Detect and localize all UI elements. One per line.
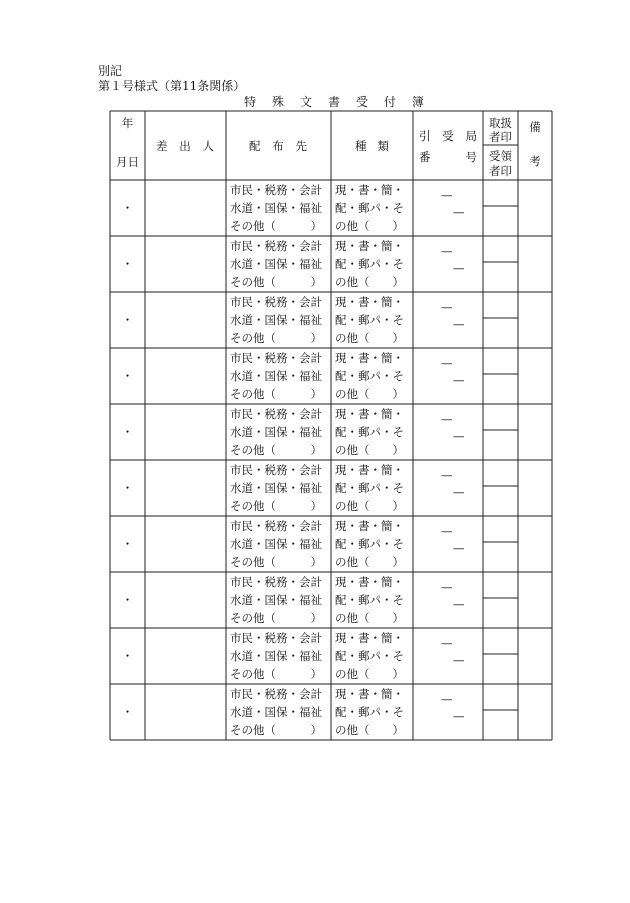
row-type-line: 現・書・簡・ xyxy=(335,575,404,589)
row-recipient-line: その他（ ） xyxy=(230,331,322,345)
row-type-line: の他（ ） xyxy=(335,667,404,681)
row-recipient-line: 市民・税務・会計 xyxy=(230,575,322,589)
row-type-line: の他（ ） xyxy=(335,275,404,289)
row-date-dot: ・ xyxy=(121,257,134,271)
row-type-line: 配・郵パ・そ xyxy=(335,649,404,663)
header-type xyxy=(355,137,389,155)
annex-label: 別記 xyxy=(98,64,123,78)
row-type-line: 配・郵パ・そ xyxy=(335,369,404,383)
row-type-line: 現・書・簡・ xyxy=(335,687,404,701)
row-date-dot: ・ xyxy=(121,649,134,663)
header-remarks-2: 考 xyxy=(529,154,541,168)
row-recipient-line: 水道・国保・福祉 xyxy=(230,425,322,439)
row-type-line: の他（ ） xyxy=(335,219,404,233)
row-recipient-line: 市民・税務・会計 xyxy=(230,351,322,365)
row-recipient-line: 水道・国保・福祉 xyxy=(230,313,322,327)
row-type-line: 配・郵パ・そ xyxy=(335,537,404,551)
row-type-line: 現・書・簡・ xyxy=(335,183,404,197)
row-type-line: の他（ ） xyxy=(335,331,404,345)
row-number-mark-lower: — xyxy=(453,541,465,555)
row-number-mark-lower: — xyxy=(453,373,465,387)
title-char: 付 xyxy=(383,95,396,109)
row-recipient-line: 市民・税務・会計 xyxy=(230,631,322,645)
header-year: 年 xyxy=(121,116,134,130)
title-char: 文 xyxy=(299,95,312,109)
row-recipient-line: 水道・国保・福祉 xyxy=(230,257,322,271)
row-type-line: 現・書・簡・ xyxy=(335,631,404,645)
row-number-mark-upper: — xyxy=(441,636,453,650)
header-receiver-seal-1: 受領 xyxy=(489,149,512,163)
row-number-mark-lower: — xyxy=(453,261,465,275)
row-recipient-line: その他（ ） xyxy=(230,443,322,457)
row-recipient-line: 市民・税務・会計 xyxy=(230,407,322,421)
header-number-char: 番 xyxy=(419,150,431,164)
row-recipient-line: 市民・税務・会計 xyxy=(230,239,322,253)
header-post-office-char: 受 xyxy=(442,129,454,143)
row-date-dot: ・ xyxy=(121,481,134,495)
row-number-mark-upper: — xyxy=(441,692,453,706)
row-recipient-line: その他（ ） xyxy=(230,275,322,289)
row-number-mark-lower: — xyxy=(453,205,465,219)
title-char: 書 xyxy=(327,95,340,109)
header-receiver-seal-2: 者印 xyxy=(489,164,512,178)
header-type-char: 種 xyxy=(355,139,367,153)
row-recipient-line: 市民・税務・会計 xyxy=(230,295,322,309)
row-number-mark-upper: — xyxy=(441,468,453,482)
row-recipient-line: 水道・国保・福祉 xyxy=(230,705,322,719)
row-type-line: 現・書・簡・ xyxy=(335,239,404,253)
header-number xyxy=(419,148,477,166)
row-type-line: 現・書・簡・ xyxy=(335,295,404,309)
row-date-dot: ・ xyxy=(121,537,134,551)
row-type-line: の他（ ） xyxy=(335,387,404,401)
row-number-mark-lower: — xyxy=(453,709,465,723)
row-type-line: 配・郵パ・そ xyxy=(335,481,404,495)
row-type-line: 配・郵パ・そ xyxy=(335,313,404,327)
row-type-line: の他（ ） xyxy=(335,723,404,737)
row-recipient-line: 水道・国保・福祉 xyxy=(230,649,322,663)
header-sender-char: 差 xyxy=(156,139,168,153)
row-recipient-line: 市民・税務・会計 xyxy=(230,687,322,701)
row-recipient-line: その他（ ） xyxy=(230,499,322,513)
row-number-mark-lower: — xyxy=(453,317,465,331)
row-type-line: の他（ ） xyxy=(335,611,404,625)
row-date-dot: ・ xyxy=(121,705,134,719)
row-recipient-line: その他（ ） xyxy=(230,219,322,233)
row-recipient-line: その他（ ） xyxy=(230,387,322,401)
row-date-dot: ・ xyxy=(121,425,134,439)
row-number-mark-upper: — xyxy=(441,244,453,258)
header-sender-char: 出 xyxy=(179,139,191,153)
row-type-line: 配・郵パ・そ xyxy=(335,705,404,719)
row-recipient-line: 水道・国保・福祉 xyxy=(230,593,322,607)
title-char: 簿 xyxy=(411,95,424,109)
row-type-line: の他（ ） xyxy=(335,499,404,513)
header-recipient-char: 配 xyxy=(249,139,261,153)
header-monthday: 月日 xyxy=(116,155,139,169)
row-type-line: 配・郵パ・そ xyxy=(335,257,404,271)
header-recipient xyxy=(249,137,307,155)
row-recipient-line: その他（ ） xyxy=(230,611,322,625)
row-date-dot: ・ xyxy=(121,201,134,215)
row-recipient-line: 水道・国保・福祉 xyxy=(230,481,322,495)
form-number-label: 第１号様式（第11条関係） xyxy=(98,79,246,93)
row-recipient-line: 市民・税務・会計 xyxy=(230,463,322,477)
header-handler-seal-1: 取扱 xyxy=(489,116,512,130)
row-date-dot: ・ xyxy=(121,313,134,327)
header-remarks-1: 備 xyxy=(529,120,541,134)
title-char: 受 xyxy=(355,95,368,109)
header-recipient-char: 布 xyxy=(272,139,284,153)
row-number-mark-upper: — xyxy=(441,300,453,314)
row-recipient-line: その他（ ） xyxy=(230,723,322,737)
header-number-char: 号 xyxy=(465,150,477,164)
row-number-mark-upper: — xyxy=(441,356,453,370)
header-sender xyxy=(156,137,214,155)
title-char: 特 xyxy=(244,95,257,109)
row-recipient-line: 水道・国保・福祉 xyxy=(230,201,322,215)
row-recipient-line: 水道・国保・福祉 xyxy=(230,537,322,551)
row-type-line: の他（ ） xyxy=(335,443,404,457)
title-char: 殊 xyxy=(271,95,284,109)
row-type-line: 現・書・簡・ xyxy=(335,351,404,365)
row-type-line: の他（ ） xyxy=(335,555,404,569)
row-number-mark-lower: — xyxy=(453,485,465,499)
row-recipient-line: その他（ ） xyxy=(230,555,322,569)
row-recipient-line: 水道・国保・福祉 xyxy=(230,369,322,383)
row-type-line: 配・郵パ・そ xyxy=(335,593,404,607)
row-type-line: 配・郵パ・そ xyxy=(335,201,404,215)
header-recipient-char: 先 xyxy=(295,139,307,153)
row-type-line: 現・書・簡・ xyxy=(335,463,404,477)
row-number-mark-lower: — xyxy=(453,653,465,667)
row-type-line: 現・書・簡・ xyxy=(335,519,404,533)
row-type-line: 配・郵パ・そ xyxy=(335,425,404,439)
row-number-mark-upper: — xyxy=(441,524,453,538)
header-post-office-char: 引 xyxy=(419,129,431,143)
row-number-mark-upper: — xyxy=(441,188,453,202)
row-number-mark-upper: — xyxy=(441,580,453,594)
header-post-office xyxy=(419,127,477,145)
row-recipient-line: その他（ ） xyxy=(230,667,322,681)
header-type-char: 類 xyxy=(377,139,389,153)
row-number-mark-lower: — xyxy=(453,429,465,443)
header-post-office-char: 局 xyxy=(465,129,477,143)
row-recipient-line: 市民・税務・会計 xyxy=(230,519,322,533)
header-handler-seal-2: 者印 xyxy=(489,130,512,144)
row-date-dot: ・ xyxy=(121,593,134,607)
header-sender-char: 人 xyxy=(202,139,214,153)
row-type-line: 現・書・簡・ xyxy=(335,407,404,421)
row-recipient-line: 市民・税務・会計 xyxy=(230,183,322,197)
row-date-dot: ・ xyxy=(121,369,134,383)
row-number-mark-lower: — xyxy=(453,597,465,611)
row-number-mark-upper: — xyxy=(441,412,453,426)
